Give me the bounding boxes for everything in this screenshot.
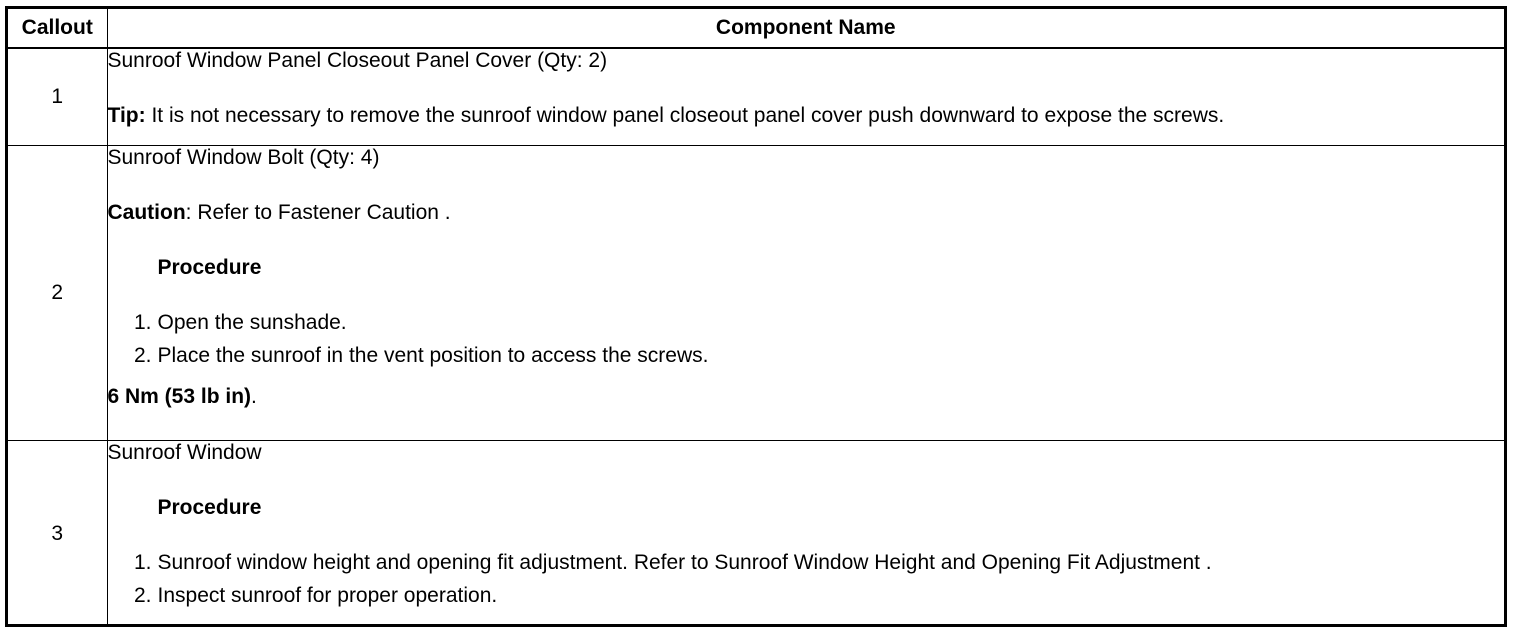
caution-note [108,201,1505,225]
step-text: Sunroof window height and opening fit adjustment. Refer to Sunroof Window Height and Opening Fit Adjustment . [157,551,1212,574]
procedure-step [108,311,1505,344]
component-name: Sunroof Window [107,441,262,464]
step-text: Inspect sunroof for proper operation. [157,584,498,607]
procedure-step [108,344,1505,377]
tip-text: It is not necessary to remove the sunroof window panel closeout panel cover push downward to expose the screws. [145,104,1225,127]
component-cell [107,146,1504,441]
procedure-step [108,551,1505,584]
step-number: 2. [133,344,152,367]
component-cell [107,48,1504,146]
callout-cell: 1 [8,48,107,146]
tip-note [108,104,1505,128]
component-table [8,9,1504,626]
step-number: 2. [133,584,152,607]
component-name: Sunroof Window Panel Closeout Panel Cover (Qty: 2) [107,49,608,72]
table-header-row [8,9,1504,48]
header-callout: Callout [8,9,107,48]
callout-cell: 3 [8,441,107,627]
table-row [8,441,1504,627]
torque-value: 6 Nm (53 lb in) [107,385,252,408]
table-row [8,48,1504,146]
header-component-name: Component Name [107,9,1504,48]
step-number: 1. [133,551,152,574]
component-name: Sunroof Window Bolt (Qty: 4) [107,146,380,169]
step-text: Open the sunshade. [157,311,347,334]
table-row [8,146,1504,441]
procedure-heading: Procedure [157,256,262,279]
torque-spec [108,385,1505,409]
torque-suffix: . [251,385,257,408]
tip-label: Tip: [107,104,146,127]
procedure-step [108,584,1505,617]
procedure-heading: Procedure [157,496,262,519]
step-text: Place the sunroof in the vent position to access the screws. [157,344,709,367]
component-cell [107,441,1504,627]
callout-cell: 2 [8,146,107,441]
caution-text: : Refer to Fastener Caution . [185,201,451,224]
step-number: 1. [133,311,152,334]
caution-label: Caution [107,201,186,224]
component-table-frame [5,6,1507,627]
